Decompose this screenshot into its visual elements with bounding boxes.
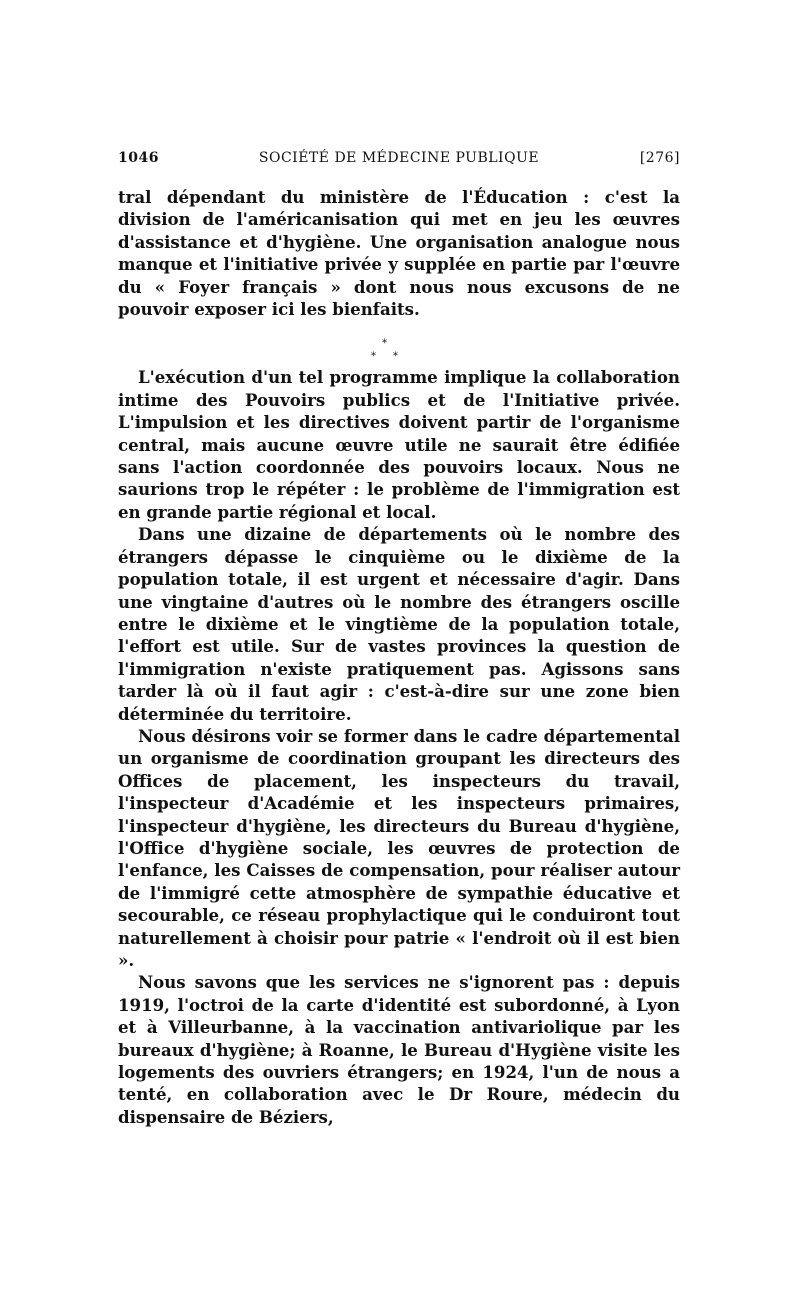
page-number: 1046 [118,150,159,166]
asterisk-top: * [382,338,387,349]
asterisk-left: * [371,351,376,362]
page-header [118,150,680,174]
bracket-page-number: [276] [639,150,680,166]
body-text [118,186,680,1128]
section-separator-asterism [369,338,405,368]
paragraph-continuation: tral dépendant du ministère de l'Éducation : c'est la division de l'américanisation qui met en jeu les œuvres d'assistance et d'hygiène. Une organisation analogue nous manque et l'initiative privée y supplée en partie par l'œuvre du « Foyer français » dont nous nous excusons de ne pouvoir exposer ici les bienfaits. [118,187,680,320]
paragraph: Dans une dizaine de départements où le nombre des étrangers dépasse le cinquième ou le dixième de la population totale, il est urgent et nécessaire d'agir. Dans une vingtaine d'autres où le nombre des étrangers oscille entre le dixième et le vingtième de la population totale, l'effort est utile. Sur de vastes provinces la question de l'immigration n'existe pratiquement pas. Agissons sans tarder là où il faut agir : c'est-à-dire sur une zone bien déterminée du territoire. [118,524,680,724]
paragraph: Nous désirons voir se former dans le cadre départemental un organisme de coordination groupant les directeurs des Offices de placement, les inspecteurs du travail, l'inspecteur d'Académie et les inspecteurs primaires, l'inspecteur d'hygiène, les directeurs du Bureau d'hygiène, l'Office d'hygiène sociale, les œuvres de protection de l'enfance, les Caisses de compensation, pour réaliser autour de l'immigré cette atmosphère de sympathie éducative et secourable, ce réseau prophylactique qui le conduiront tout naturellement à choisir pour patrie « l'endroit où il est bien ». [118,725,680,970]
paragraph: L'exécution d'un tel programme implique la collaboration intime des Pouvoirs publics et de l'Initiative privée. L'impulsion et les directives doivent partir de l'organisme central, mais aucune œuvre utile ne saurait être édifiée sans l'action coordonnée des pouvoirs locaux. Nous ne saurions trop le répéter : le problème de l'immigration est en grande partie régional et local. [118,367,680,522]
paragraph: Nous savons que les services ne s'ignorent pas : depuis 1919, l'octroi de la carte d'identité est subordonné, à Lyon et à Villeurbanne, à la vaccination antivariolique par les bureaux d'hygiène; à Roanne, le Bureau d'Hygiène visite les logements des ouvriers étrangers; en 1924, l'un de nous a tenté, en collaboration avec le Dr Roure, médecin du dispensaire de Béziers, [118,972,680,1127]
asterisk-right: * [393,351,398,362]
running-title: SOCIÉTÉ DE MÉDECINE PUBLIQUE [258,150,540,166]
